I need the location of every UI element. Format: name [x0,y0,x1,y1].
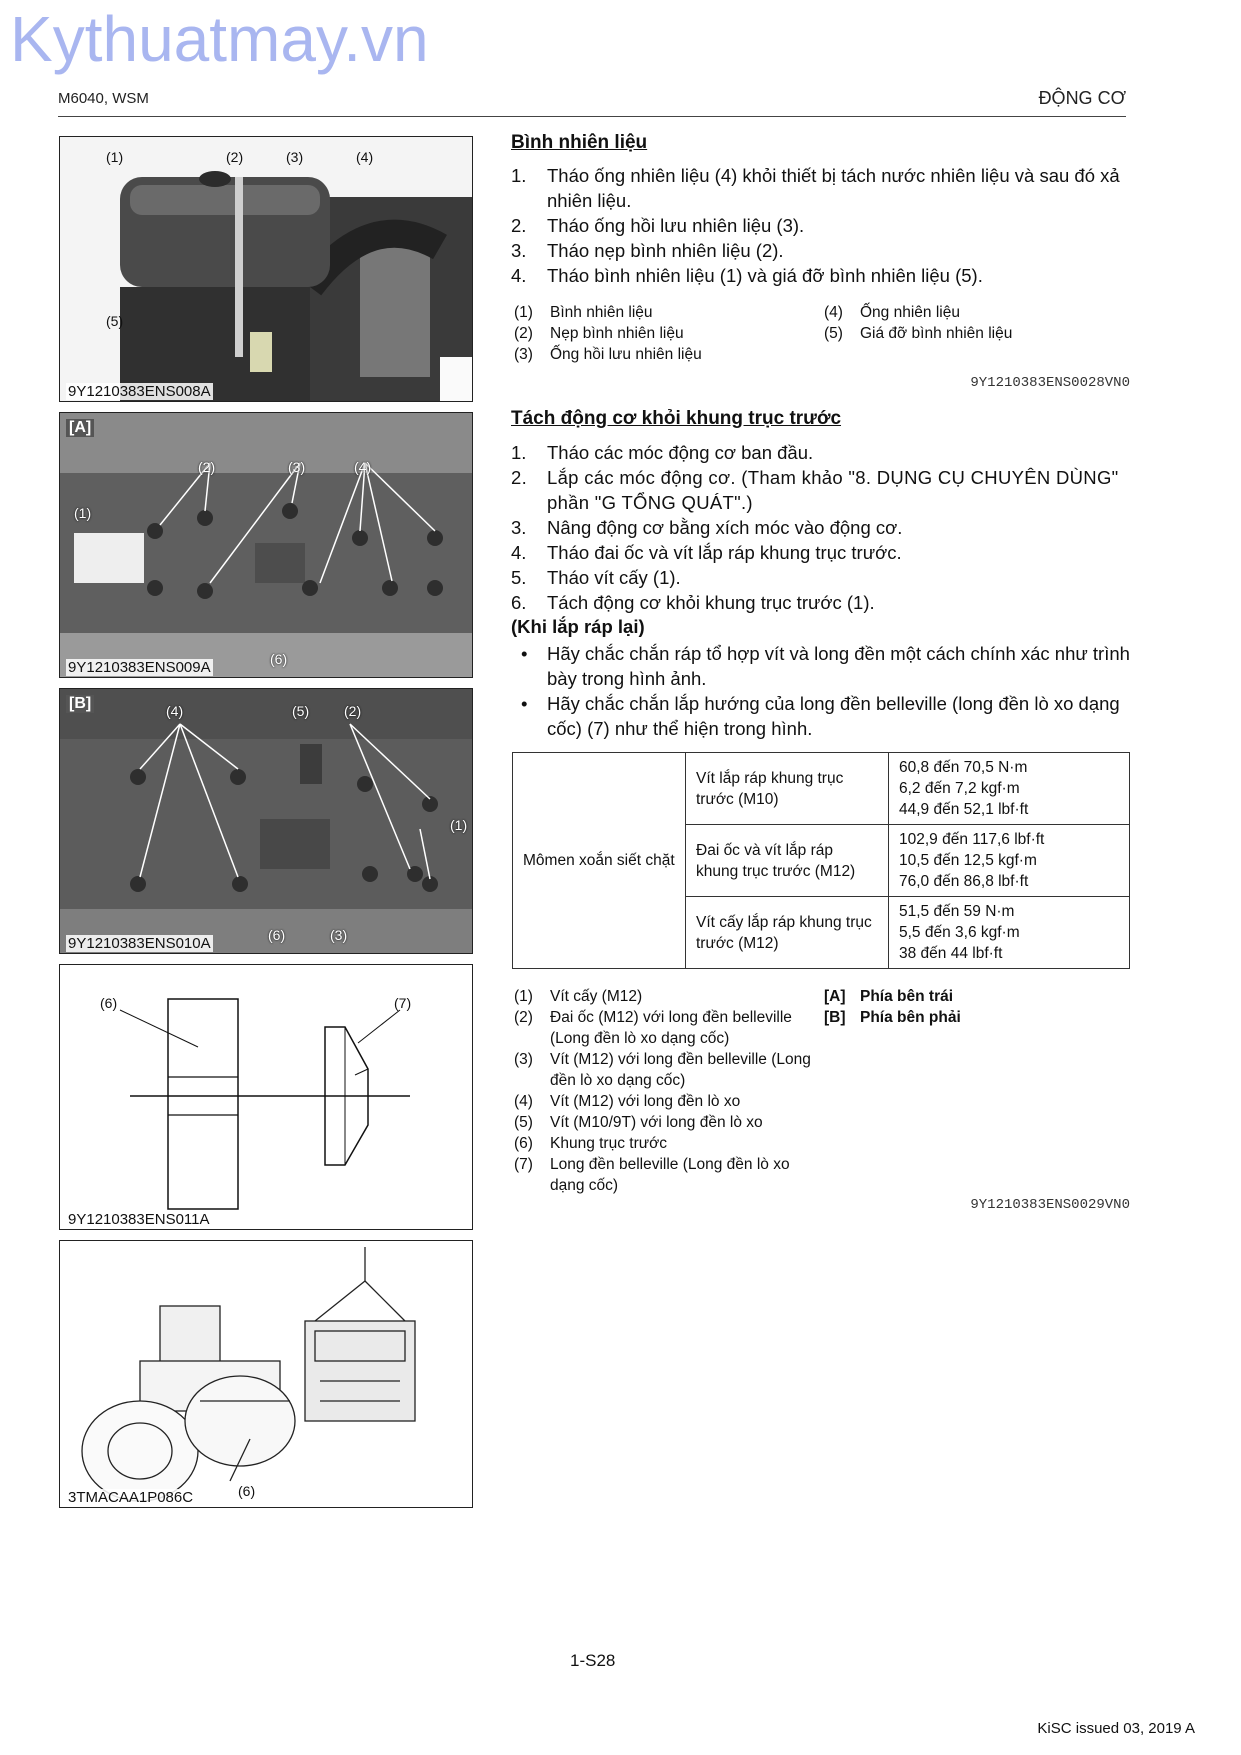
separate-engine-steps [511,440,1131,615]
torque-item: Đai ốc và vít lắp ráp khung trục trước (M12) [686,825,889,897]
callout-2: (2) [198,459,216,475]
callout-3: (3) [330,927,348,943]
torque-item: Vít lắp ráp khung trục trước (M10) [686,753,889,825]
legend-item: (2) Nẹp bình nhiên liệu [514,325,684,342]
bullet-item: • Hãy chắc chắn ráp tổ hợp vít và long đền một cách chính xác như trình bày trong hình ảnh. [521,643,1130,689]
step-item: 5. Tháo vít cấy (1). [511,567,681,588]
reassembly-title: (Khi lắp ráp lại) [511,616,645,637]
callout-6: (6) [268,927,286,943]
torque-values: 51,5 đến 59 N·m 5,5 đến 3,6 kgf·m 38 đến 44 lbf·ft [889,897,1130,969]
callout-1: (1) [74,505,92,521]
figure-left-side [59,412,473,678]
section-title-fuel-tank: Bình nhiên liệu [511,132,648,153]
figure-fuel-tank [59,136,473,402]
torque-label: Mômen xoắn siết chặt [513,753,686,969]
separate-engine-legend-left [514,986,814,1196]
page-number: 1-S28 [570,1651,616,1670]
callout-4: (4) [354,459,372,475]
callout-6: (6) [270,651,288,667]
legend-item: (5) Vít (M10/9T) với long đền lò xo [514,1114,763,1131]
callout-5: (5) [292,703,310,719]
callout-3: (3) [288,459,306,475]
step-item: 3. Nâng động cơ bằng xích móc vào động cơ. [511,517,903,538]
step-item: 6. Tách động cơ khỏi khung trục trước (1). [511,592,875,613]
callout-7: (7) [394,995,412,1011]
legend-item: (1) Vít cấy (M12) [514,988,643,1005]
step-item: 4. Tháo đai ốc và vít lắp ráp khung trục trước. [511,542,902,563]
bullet-item: • Hãy chắc chắn lắp hướng của long đền belleville (long đền lò xo dạng cốc) (7) như thể hiện trong hình. [521,693,1120,739]
fuel-tank-legend-left [514,302,814,365]
separate-engine-legend-right [824,986,1124,1028]
fuel-tank-legend-right [824,302,1124,344]
header-model: M6040, WSM [58,90,149,107]
section-title-separate-engine: Tách động cơ khỏi khung trục trước [511,408,842,429]
legend-item: [B] Phía bên phải [824,1009,961,1026]
figure-engine-separation [59,1240,473,1508]
tag-B: [B] [66,695,94,713]
step-item: 2. Tháo ống hồi lưu nhiên liệu (3). [511,215,805,236]
issue-info: KiSC issued 03, 2019 A [1037,1720,1195,1737]
step-item: 4. Tháo bình nhiên liệu (1) và giá đỡ bình nhiên liệu (5). [511,265,983,286]
callout-4: (4) [166,703,184,719]
torque-values: 102,9 đến 117,6 lbf·ft 10,5 đến 12,5 kgf·m 76,0 đến 86,8 lbf·ft [889,825,1130,897]
right-side-photo [60,689,473,954]
callout-1: (1) [106,149,124,165]
callout-4: (4) [356,149,374,165]
tag-A: [A] [66,419,94,437]
legend-item: (2) Đai ốc (M12) với long đền belleville (Long đền lò xo dạng cốc) [514,1009,792,1047]
left-side-photo [60,413,473,678]
step-item: 1. Tháo ống nhiên liệu (4) khỏi thiết bị tách nước nhiên liệu và sau đó xả nhiên liệu. [511,165,1120,211]
watermark-logo: Kythuatmay.vn [10,3,429,75]
header-rule [58,116,1126,117]
legend-item: (6) Khung trục trước [514,1135,668,1152]
figure-id: 3TMACAA1P086C [68,1489,194,1506]
table-row [513,753,1130,825]
fuel-tank-steps [511,163,1131,288]
legend-item: (7) Long đền belleville (Long đền lò xo dạng cốc) [514,1156,790,1194]
legend-item: (3) Ống hồi lưu nhiên liệu [514,346,702,363]
legend-item: (3) Vít (M12) với long đền belleville (Long đền lò xo dạng cốc) [514,1051,811,1089]
torque-table [512,752,1130,969]
figure-id: 9Y1210383ENS008A [68,383,211,400]
figure-washer-diagram [59,964,473,1230]
legend-item: (5) Giá đỡ bình nhiên liệu [824,325,1013,342]
callout-3: (3) [286,149,304,165]
step-item: 3. Tháo nẹp bình nhiên liệu (2). [511,240,784,261]
fuel-tank-photo [60,137,473,402]
legend-item: (4) Vít (M12) với long đền lò xo [514,1093,741,1110]
step-item: 2. Lắp các móc động cơ. (Tham khảo "8. DỤNG CỤ CHUYÊN DÙNG" phần "G TỔNG QUÁT".) [511,467,1119,513]
figure-right-side [59,688,473,954]
callout-6: (6) [238,1483,256,1499]
figure-id: 9Y1210383ENS010A [68,935,211,952]
reassembly-notes [511,641,1131,741]
callout-5: (5) [106,313,124,329]
callout-6: (6) [100,995,118,1011]
callout-2: (2) [226,149,244,165]
doc-code: 9Y1210383ENS0028VN0 [970,375,1130,391]
callout-1: (1) [450,817,468,833]
engine-separation-drawing [60,1241,473,1508]
torque-item: Vít cấy lắp ráp khung trục trước (M12) [686,897,889,969]
figure-id: 9Y1210383ENS011A [68,1211,210,1228]
torque-values: 60,8 đến 70,5 N·m 6,2 đến 7,2 kgf·m 44,9 đến 52,1 lbf·ft [889,753,1130,825]
step-item: 1. Tháo các móc động cơ ban đầu. [511,442,814,463]
doc-code: 9Y1210383ENS0029VN0 [970,1197,1130,1213]
legend-item: (4) Ống nhiên liệu [824,304,960,321]
legend-item: (1) Bình nhiên liệu [514,304,653,321]
figure-id: 9Y1210383ENS009A [68,659,211,676]
legend-item: [A] Phía bên trái [824,988,954,1005]
header-chapter: ĐỘNG CƠ [1038,88,1126,108]
callout-2: (2) [344,703,362,719]
